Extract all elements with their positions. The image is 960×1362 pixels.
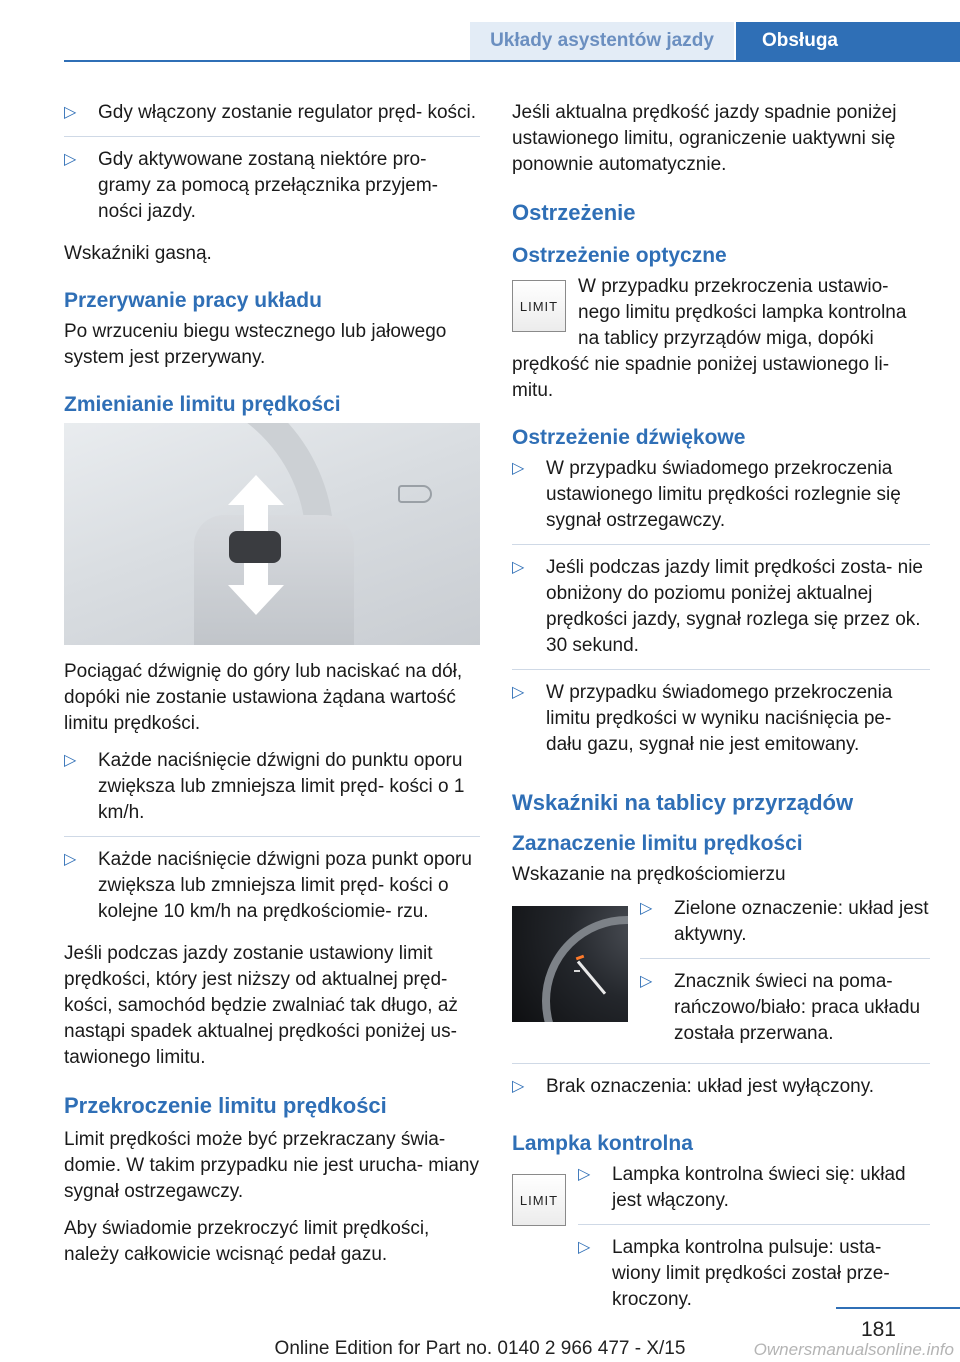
paragraph-speedometer: Wskazanie na prędkościomierzu [512,864,786,885]
header-rule [64,60,960,62]
header-section-title: Układy asystentów jazdy [490,30,714,51]
heading-change-limit: Zmienianie limitu prędkości [64,393,341,416]
list-item: ▷ W przypadku świadomego przekroczenia ustawionego limitu prędkości rozlegnie się sygnał ostrzegawczy. [512,456,930,545]
list-item: ▷ Lampka kontrolna świeci się: układ jest włączony. [578,1162,930,1225]
bullet-triangle-icon: ▷ [512,1078,525,1095]
bullet-triangle-icon: ▷ [578,1239,591,1256]
list-item: ▷ Gdy włączony zostanie regulator pręd‐ kości. [64,100,480,137]
limit-control-lamp-icon: LIMIT [512,1174,566,1226]
list-item: ▷ Każde naciśnięcie dźwigni poza punkt oporu zwiększa lub zmniejsza limit pręd‐ kości o kolejne 10 km/h na prędkościomie‐ rzu. [64,849,472,922]
heading-warning: Ostrzeżenie [512,200,636,225]
speedometer-image [512,906,628,1022]
arrow-shaft-down [244,563,268,587]
bullet-triangle-icon: ▷ [64,752,77,769]
paragraph-interrupt: Po wrzuceniu biegu wstecznego lub jałowego system jest przerywany. [64,321,447,368]
paragraph-indicators: Wskaźniki gasną. [64,243,212,264]
list-item: ▷ W przypadku świadomego przekroczenia limitu prędkości w wyniku naciśnięcia pe‐ dału gazu, sygnał nie jest emitowany. [512,682,893,755]
bullet-triangle-icon: ▷ [640,900,653,917]
visual-warning-block [512,274,930,404]
list-item: ▷ Zielone oznaczenie: układ jest aktywny. [640,896,930,959]
list-item: ▷ Każde naciśnięcie dźwigni do punktu oporu zwiększa lub zmniejsza limit pręd‐ kości o 1 km/h. [64,748,480,837]
scale-tick [574,970,580,972]
paragraph-during-drive: Jeśli podczas jazdy zostanie ustawiony limit prędkości, który jest niższy od aktualnej pręd‐ kości, samochód będzie zwalniać tak długo, aż nastąpi spadek aktualnej prędkości poniżej us‐ tawionego limitu. [64,943,458,1068]
bullet-triangle-icon: ▷ [64,104,77,121]
watermark: Ownersmanualsonline.info [753,1340,954,1359]
control-lamp-block [512,1162,930,1329]
limit-indicator-icon: LIMIT [512,280,566,332]
steering-wheel-lever-photo [64,423,480,645]
bullet-list-lamp [578,1162,930,1323]
marking-block [512,896,930,1063]
bullet-triangle-icon: ▷ [64,851,77,868]
page-number: 181 [860,1318,896,1341]
right-column [512,100,930,1329]
bullet-triangle-icon: ▷ [512,684,525,701]
bullet-list-marking [640,896,930,1057]
arrow-down-icon [228,585,284,615]
limit-lever [229,531,281,563]
bullet-list-off [512,1063,930,1110]
bullet-triangle-icon: ▷ [578,1166,591,1183]
heading-exceed-limit: Przekroczenie limitu prędkości [64,1093,387,1118]
paragraph-reactivate: Jeśli aktualna prędkość jazdy spadnie poniżej ustawionego limitu, ograniczenie uaktywni się ponownie automatycznie. [512,102,897,175]
header-chapter-title: Obsługa [761,30,838,51]
bullet-list-change [64,748,480,935]
bullet-list-activation [64,100,480,235]
bullet-triangle-icon: ▷ [512,559,525,576]
horn-icon [398,485,432,503]
heading-interrupt: Przerywanie pracy układu [64,289,322,312]
heading-instrument-cluster: Wskaźniki na tablicy przyrządów [512,790,854,815]
heading-acoustic-warning: Ostrzeżenie dźwiękowe [512,426,746,449]
arrow-shaft-up [244,503,268,533]
arrow-up-icon [228,475,284,505]
bullet-triangle-icon: ▷ [512,460,525,477]
heading-control-lamp: Lampka kontrolna [512,1132,693,1155]
heading-visual-warning: Ostrzeżenie optyczne [512,244,727,267]
bullet-triangle-icon: ▷ [640,973,653,990]
paragraph-exceed-2: Aby świadomie przekroczyć limit prędkości, należy całkowicie wcisnąć pedał gazu. [64,1218,430,1265]
list-item: ▷ Lampka kontrolna pulsuje: usta‐ wiony limit prędkości został prze‐ kroczony. [578,1237,890,1310]
paragraph-change: Pociągać dźwignię do góry lub naciskać na dół, dopóki nie zostanie ustawiona żądana wartość limitu prędkości. [64,661,463,734]
list-item: ▷ Znacznik świeci na poma‐ rańczowo/biało: praca układu została przerwana. [640,971,921,1044]
edition-note: Online Edition for Part no. 0140 2 966 477 - X/15 [274,1338,686,1359]
list-item: ▷ Jeśli podczas jazdy limit prędkości zosta‐ nie obniżony do poziomu poniżej aktualnej prędkości jazdy, sygnał rozlega się przez ok. 30 sekund. [512,555,930,670]
list-item: ▷ Gdy aktywowane zostaną niektóre pro‐ gramy za pomocą przełącznika przyjem‐ ności jazdy. [64,149,439,222]
list-item: ▷ Brak oznaczenia: układ jest wyłączony. [512,1074,930,1110]
heading-limit-marking: Zaznaczenie limitu prędkości [512,832,803,855]
left-column [64,100,480,1279]
paragraph-exceed-1: Limit prędkości może być przekraczany świa‐ domie. W takim przypadku nie jest urucha‐ miany sygnał ostrzegawczy. [64,1129,479,1202]
bullet-triangle-icon: ▷ [64,151,77,168]
paragraph-visual-warning: W przypadku przekroczenia ustawio‐ nego limitu prędkości lampka kontrolna na tablicy przyrządów miga, dopóki prędkość nie spadnie poniżej ustawionego li‐ mitu. [512,276,907,401]
bullet-list-acoustic [512,456,930,768]
footer-rule [836,1307,960,1309]
